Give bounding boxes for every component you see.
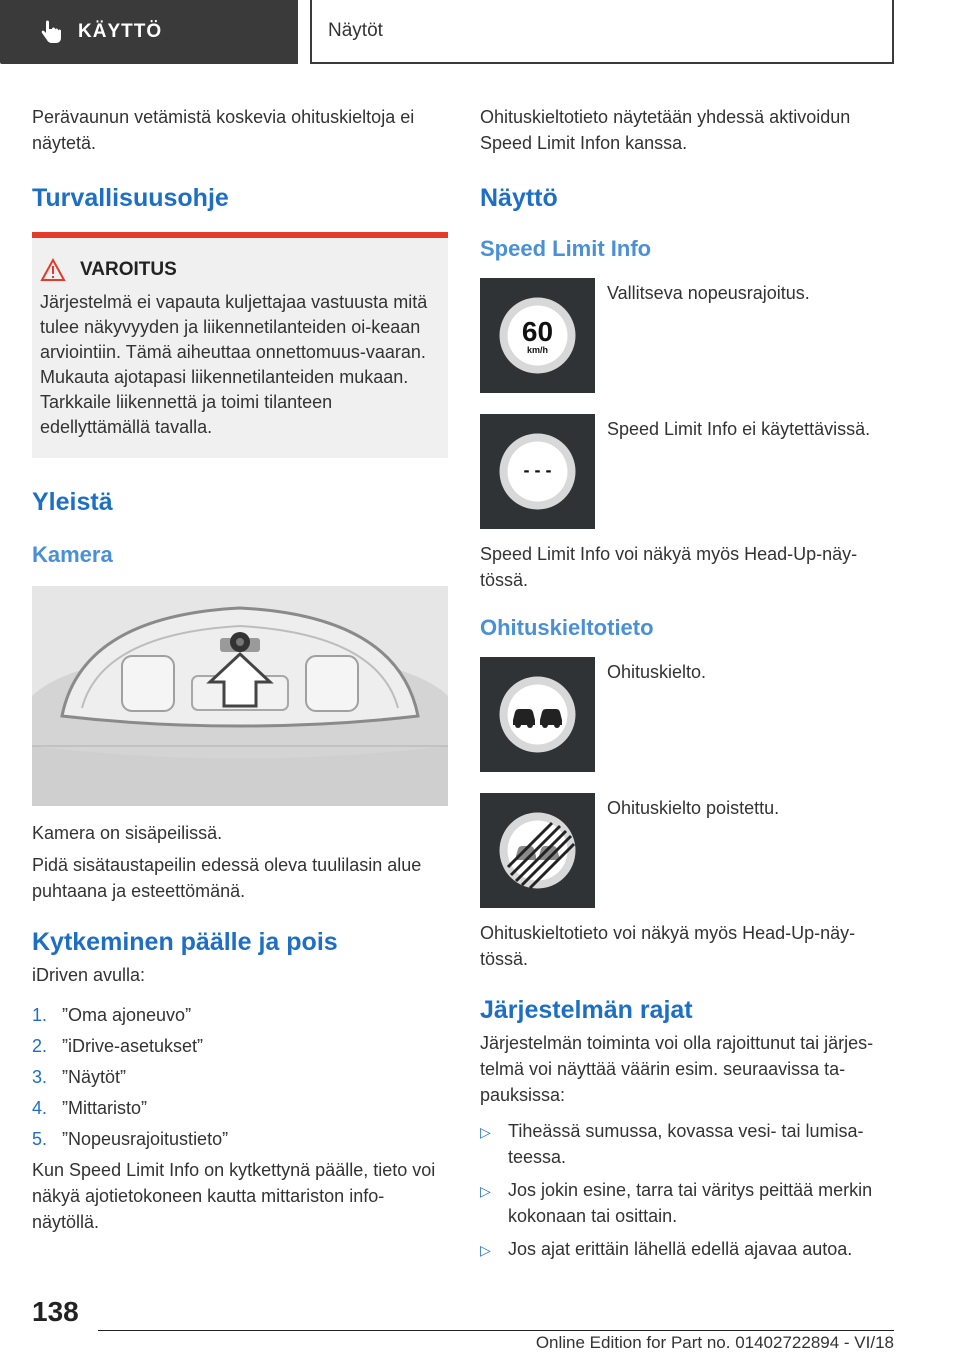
section-tab bbox=[0, 0, 298, 64]
sign-row-speed-limit bbox=[480, 278, 896, 393]
right-intro-text: Ohituskieltotieto näytetään yhdessä aktivoidun Speed Limit Infon kanssa. bbox=[480, 107, 851, 153]
camera-caption: Kamera on sisäpeilissä. bbox=[32, 823, 223, 843]
after-steps-text: Kun Speed Limit Info on kytkettynä päälle, tieto voi näkyä ajotietokoneen kautta mittariston info-näytöllä. bbox=[32, 1160, 436, 1232]
right-column bbox=[480, 100, 896, 1270]
left-column bbox=[32, 100, 448, 1235]
camera-heading: Kamera bbox=[32, 542, 113, 567]
warning-title bbox=[40, 258, 440, 282]
svg-text:60: 60 bbox=[521, 316, 554, 347]
bullet-triangle-icon: ▷ bbox=[480, 1242, 491, 1258]
safety-heading: Turvallisuusohje bbox=[32, 184, 229, 212]
intro-text: Perävaunun vetämistä koskevia ohituskieltoja ei näytetä. bbox=[32, 107, 415, 153]
list-item: ▷ Jos ajat erittäin lähellä edellä ajavaa autoa. bbox=[480, 1236, 896, 1263]
end-of-no-overtaking-sign-icon bbox=[480, 793, 595, 908]
camera-text: Pidä sisätaustapeilin edessä oleva tuulilasin alue puhtaana ja esteettömänä. bbox=[32, 855, 422, 901]
list-item: 2. ”iDrive-asetukset” bbox=[32, 1036, 204, 1056]
bullet-triangle-icon: ▷ bbox=[480, 1124, 491, 1140]
steps-list bbox=[32, 1002, 448, 1152]
page-number: 138 bbox=[32, 1296, 79, 1327]
hud-text: Speed Limit Info voi näkyä myös Head-Up-näy-tössä. bbox=[480, 544, 858, 590]
sign4-text: Ohituskielto poistettu. bbox=[607, 798, 780, 818]
list-item: 1. ”Oma ajoneuvo” bbox=[32, 1005, 192, 1025]
section-label: KÄYTTÖ bbox=[78, 21, 163, 42]
footer-divider bbox=[98, 1330, 894, 1331]
page-label: Näytöt bbox=[328, 20, 383, 41]
sign2-text: Speed Limit Info ei käytettävissä. bbox=[607, 419, 871, 439]
warning-triangle-icon bbox=[40, 258, 66, 282]
list-item: ▷ Tiheässä sumussa, kovassa vesi- tai lumisa-teessa. bbox=[480, 1118, 896, 1170]
warning-box bbox=[32, 232, 448, 458]
speed-limit-unavailable-icon bbox=[480, 414, 595, 529]
sli-heading: Speed Limit Info bbox=[480, 236, 652, 261]
list-item: ▷ Jos jokin esine, tarra tai väritys peittää merkin kokonaan tai osittain. bbox=[480, 1177, 896, 1229]
edition-text: Online Edition for Part no. 01402722894 - VI/18 bbox=[535, 1333, 894, 1352]
svg-text:km/h: km/h bbox=[526, 345, 549, 355]
sign-row-overtaking-ended bbox=[480, 793, 896, 908]
idrive-text: iDriven avulla: bbox=[32, 965, 146, 985]
no-overtaking-sign-icon bbox=[480, 657, 595, 772]
warning-title-label: VAROITUS bbox=[80, 259, 177, 280]
hand-pointer-icon bbox=[38, 19, 64, 45]
sign3-text: Ohituskielto. bbox=[607, 662, 707, 682]
sign-row-unavailable bbox=[480, 414, 896, 529]
display-heading: Näyttö bbox=[480, 184, 558, 212]
limits-heading: Järjestelmän rajat bbox=[480, 996, 693, 1024]
list-item: 4. ”Mittaristo” bbox=[32, 1098, 147, 1118]
list-item: 5. ”Nopeusrajoitustieto” bbox=[32, 1129, 229, 1149]
general-heading: Yleistä bbox=[32, 488, 113, 516]
hud-text-2: Ohituskieltotieto voi näkyä myös Head-Up-näy-tössä. bbox=[480, 923, 856, 969]
onoff-heading: Kytkeminen päälle ja pois bbox=[32, 928, 338, 956]
sign1-text: Vallitseva nopeusrajoitus. bbox=[607, 283, 810, 303]
camera-location-illustration bbox=[32, 586, 448, 806]
list-item: 3. ”Näytöt” bbox=[32, 1067, 127, 1087]
bullet-triangle-icon: ▷ bbox=[480, 1183, 491, 1199]
overtake-heading: Ohituskieltotieto bbox=[480, 615, 654, 640]
sign-row-no-overtaking bbox=[480, 657, 896, 772]
speed-limit-sign-icon bbox=[480, 278, 595, 393]
warning-text: Järjestelmä ei vapauta kuljettajaa vastuusta mitä tulee näkyvyyden ja liikennetilanteiden oi-keaan arviointiin. Tämä aiheuttaa onnettomuus-vaaran. Mukauta ajotapasi liikennetilanteiden mukaan. Tarkkaile liikennettä ja toimi tilanteen edellyttämällä tavalla. bbox=[40, 292, 428, 437]
page-header bbox=[0, 0, 960, 66]
limits-list bbox=[480, 1118, 896, 1263]
page-tab bbox=[310, 0, 894, 64]
limits-text: Järjestelmän toiminta voi olla rajoittunut tai järjes-telmä voi näyttää väärin esim. seuraavissa ta-pauksissa: bbox=[480, 1033, 874, 1105]
svg-text:- - -: - - - bbox=[523, 460, 552, 480]
